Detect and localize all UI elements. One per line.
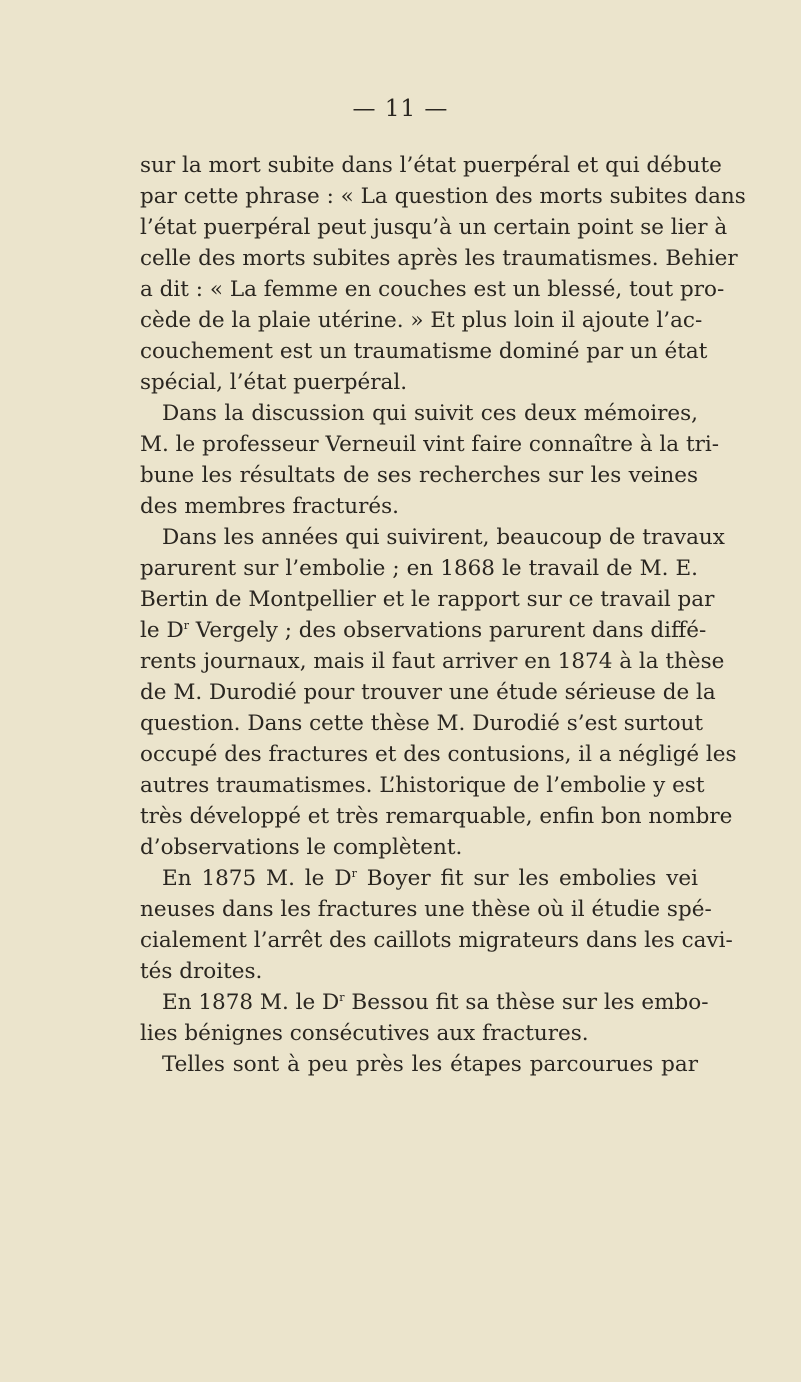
paragraph-start-line: En 1878 M. le $D^r$ Bessou fit sa thèse sur les embo-	[162, 990, 709, 1015]
text-line: celle des morts subites après les traumatismes. Behier	[140, 246, 738, 271]
text-line: par cette phrase : « La question des morts subites dans	[140, 184, 746, 209]
paragraph-end-line: spécial, l’état puerpéral.	[140, 370, 408, 395]
paragraph-end-line: tés droites.	[140, 959, 263, 984]
text-line: autres traumatismes. L’historique de l’embolie y est	[140, 773, 705, 798]
text-line: parurent sur l’embolie ; en 1868 le travail de M. E.	[140, 556, 698, 581]
paragraph-start-line: Dans la discussion qui suivit ces deux mémoires,	[162, 401, 698, 426]
text-line: très développé et très remarquable, enfin bon nombre	[140, 804, 733, 829]
text-line: a dit : « La femme en couches est un blessé, tout pro-	[140, 277, 725, 302]
text-line: sur la mort subite dans l’état puerpéral et qui débute	[140, 153, 722, 178]
text-line: occupé des fractures et des contusions, il a négligé les	[140, 742, 737, 767]
text-line: rents journaux, mais il faut arriver en 1874 à la thèse	[140, 649, 725, 674]
text-line: cède de la plaie utérine. » Et plus loin il ajoute l’ac-	[140, 308, 703, 333]
superscript-r: r	[339, 990, 345, 1004]
paragraph-start-line: Telles sont à peu près les étapes parcourues par	[162, 1052, 698, 1077]
text-line: neuses dans les fractures une thèse où il étudie spé-	[140, 897, 712, 922]
paragraph-start-line: Dans les années qui suivirent, beaucoup de travaux	[162, 525, 725, 550]
text-line: Bertin de Montpellier et le rapport sur ce travail par	[140, 587, 715, 612]
text-line: cialement l’arrêt des caillots migrateurs dans les cavi-	[140, 928, 733, 953]
text-line: de M. Durodié pour trouver une étude sérieuse de la	[140, 680, 716, 705]
superscript-r: r	[351, 866, 357, 880]
text-line: couchement est un traumatisme dominé par un état	[140, 339, 708, 364]
paragraph-end-line: des membres fracturés.	[140, 494, 399, 519]
text-line: question. Dans cette thèse M. Durodié s’est surtout	[140, 711, 704, 736]
page-number: — 11 —	[352, 96, 449, 122]
paragraph-start-line: En 1875 M. le $D^r$ Boyer fit sur les embolies vei	[162, 866, 698, 891]
text-line: l’état puerpéral peut jusqu’à un certain point se lier à	[140, 215, 728, 240]
superscript-r: r	[183, 618, 189, 632]
text-line: M. le professeur Verneuil vint faire connaître à la tri-	[140, 432, 720, 457]
paragraph-end-line: d’observations le complètent.	[140, 835, 463, 860]
text-line: le $D^r$ Vergely ; des observations parurent dans diffé-	[140, 618, 707, 643]
body-text	[140, 150, 746, 1080]
text-line: bune les résultats de ses recherches sur les veines	[140, 463, 698, 488]
paragraph-end-line: lies bénignes consécutives aux fractures.	[140, 1021, 589, 1046]
